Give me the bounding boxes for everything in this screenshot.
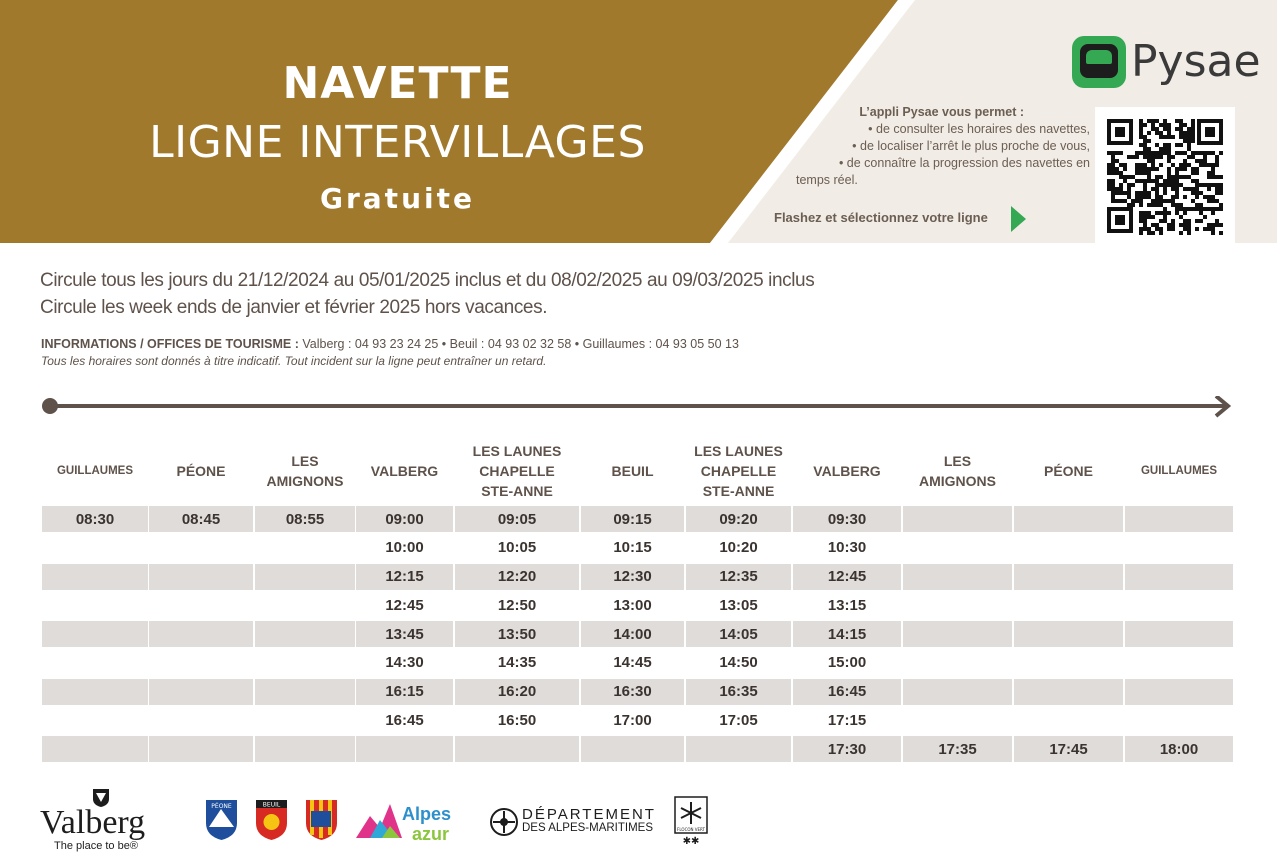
time-cell: 17:00 (613, 711, 652, 729)
time-cell (1125, 535, 1233, 561)
column-header-line: LES (943, 453, 972, 469)
time-cell (356, 736, 453, 762)
direction-arrow (42, 396, 1236, 418)
time-cell: 16:45 (385, 711, 424, 729)
time-cell (42, 736, 148, 762)
column-header-line: CHAPELLE (479, 463, 555, 479)
column-header-line: PÉONE (1043, 463, 1093, 479)
valberg-slogan: The place to be® (54, 840, 138, 852)
time-cell (1014, 679, 1123, 705)
free-label: Gratuite (320, 182, 475, 215)
column-header (903, 438, 1012, 504)
time-cell: 18:00 (1125, 736, 1233, 762)
time-cell: 13:00 (613, 596, 652, 614)
contacts-line (41, 337, 739, 351)
time-cell (1125, 564, 1233, 590)
time-cell (149, 621, 253, 647)
column-header-line: STE-ANNE (702, 483, 775, 499)
time-cell (149, 707, 253, 733)
time-cell: 09:15 (581, 506, 684, 532)
time-cell: 10:30 (827, 539, 867, 557)
valberg-name: Valberg (40, 804, 146, 841)
time-cell: 10:00 (385, 539, 424, 557)
time-cell (903, 535, 1012, 561)
title-block (0, 0, 795, 243)
time-cell: 08:45 (149, 506, 253, 532)
time-cell: 13:15 (827, 596, 867, 614)
time-cell (903, 679, 1012, 705)
time-cell (1125, 506, 1233, 532)
time-cell: 14:00 (581, 621, 684, 647)
time-cell (1125, 592, 1233, 618)
column-header-line: AMIGNONS (919, 473, 996, 489)
column-header (686, 438, 791, 504)
time-cell (255, 592, 355, 618)
time-cell: 14:05 (686, 621, 791, 647)
time-cell: 14:50 (719, 654, 758, 672)
column-header-line: LES LAUNES (694, 443, 783, 459)
time-cell (42, 679, 148, 705)
time-cell (1014, 564, 1123, 590)
time-cell (149, 564, 253, 590)
time-cell (1014, 650, 1123, 676)
disclaimer: Tous les horaires sont donnés à titre indicatif. Tout incident sur la ligne peut entraîner un retard. (41, 354, 547, 368)
column-header (1125, 438, 1233, 504)
app-feature-3-cont: temps réel. (796, 173, 858, 187)
time-cell (149, 535, 253, 561)
time-cell: 14:35 (497, 654, 537, 672)
time-cell (255, 650, 355, 676)
time-cell (1125, 707, 1233, 733)
column-header-line: GUILLAUMES (56, 465, 134, 477)
valberg-logo (40, 788, 165, 856)
contacts-numbers: Valberg : 04 93 23 24 25 • Beuil : 04 93 02 32 58 • Guillaumes : 04 93 05 50 13 (298, 337, 739, 351)
time-cell: 09:20 (686, 506, 791, 532)
time-cell: 17:35 (903, 736, 1012, 762)
time-cell: 12:50 (497, 596, 537, 614)
column-header-line: STE-ANNE (481, 483, 553, 499)
time-cell (255, 535, 355, 561)
column-header (455, 438, 579, 504)
time-cell: 09:00 (356, 506, 453, 532)
time-cell (581, 736, 684, 762)
app-intro: L’appli Pysae vous permet : (859, 105, 1024, 119)
time-cell: 16:50 (497, 711, 537, 729)
column-header-line: AMIGNONS (266, 473, 344, 489)
column-header (793, 438, 901, 504)
time-cell: 08:55 (255, 506, 355, 532)
column-header (255, 438, 355, 504)
time-cell: 16:35 (686, 679, 791, 705)
alpes-text: Alpes (402, 804, 452, 824)
departement-title: DÉPARTEMENT (522, 806, 656, 823)
time-cell (149, 736, 253, 762)
time-cell (255, 564, 355, 590)
time-cell (1125, 650, 1233, 676)
column-header-line: CHAPELLE (700, 463, 777, 479)
column-header (42, 438, 148, 504)
column-header (356, 438, 453, 504)
contacts-label: INFORMATIONS / OFFICES DE TOURISME : (41, 337, 299, 351)
time-cell (903, 506, 1012, 532)
time-cell: 17:45 (1014, 736, 1123, 762)
circulation-dates: Circule tous les jours du 21/12/2024 au 05/01/2025 inclus et du 08/02/2025 au 09/03/2025 inclus (40, 270, 815, 291)
column-header (149, 438, 253, 504)
peone-shield-icon (205, 799, 238, 841)
flocon-vert-logo (674, 796, 708, 846)
time-cell (42, 707, 148, 733)
flocon-label: FLOCON VERT (677, 827, 705, 832)
time-cell: 16:15 (356, 679, 453, 705)
play-arrow-icon (1011, 206, 1026, 232)
time-cell: 14:30 (385, 654, 424, 672)
time-cell (1014, 506, 1123, 532)
time-cell (903, 650, 1012, 676)
time-cell: 14:15 (793, 621, 901, 647)
column-header (1014, 438, 1123, 504)
time-cell (1125, 621, 1233, 647)
time-cell (903, 707, 1012, 733)
time-cell (1014, 621, 1123, 647)
time-cell (1014, 707, 1123, 733)
peone-label: PÉONE (211, 803, 232, 810)
time-cell (255, 736, 355, 762)
time-cell: 12:20 (455, 564, 579, 590)
app-feature-2: • de localiser l’arrêt le plus proche de vous, (852, 139, 1090, 153)
time-cell: 12:30 (581, 564, 684, 590)
time-cell: 10:20 (719, 539, 758, 557)
header-banner (0, 0, 1277, 243)
alpes-azur-logo (356, 798, 468, 846)
time-cell: 12:45 (793, 564, 901, 590)
column-header-line: VALBERG (813, 463, 881, 479)
line-name: LIGNE INTERVILLAGES (149, 117, 646, 168)
time-cell: 13:45 (356, 621, 453, 647)
beuil-label: BEUIL (262, 801, 281, 809)
time-cell: 09:05 (455, 506, 579, 532)
time-cell: 12:15 (356, 564, 453, 590)
column-header-line: BEUIL (611, 463, 654, 479)
time-cell: 16:30 (581, 679, 684, 705)
time-cell: 08:30 (42, 506, 148, 532)
time-cell: 17:05 (719, 711, 758, 729)
beuil-shield-icon (255, 799, 288, 841)
time-cell (42, 564, 148, 590)
column-header-line: PÉONE (176, 463, 226, 479)
time-cell (149, 679, 253, 705)
column-header-line: LES LAUNES (472, 443, 562, 459)
time-cell: 14:45 (613, 654, 652, 672)
app-feature-3: • de connaître la progression des navettes en (838, 156, 1090, 170)
circulation-weekends: Circule les week ends de janvier et février 2025 hors vacances. (40, 297, 548, 318)
time-cell: 16:20 (455, 679, 579, 705)
time-cell: 13:05 (719, 596, 758, 614)
time-cell (42, 535, 148, 561)
time-cell (1125, 679, 1233, 705)
time-cell: 16:45 (793, 679, 901, 705)
time-cell (1014, 592, 1123, 618)
time-cell (149, 592, 253, 618)
time-cell (42, 592, 148, 618)
column-header-line: GUILLAUMES (1140, 465, 1218, 477)
time-cell: 10:15 (613, 539, 652, 557)
time-cell (903, 621, 1012, 647)
time-cell (42, 621, 148, 647)
column-header-line: LES (291, 453, 319, 469)
departement-subtitle: DES ALPES-MARITIMES (522, 822, 654, 834)
column-header (581, 438, 684, 504)
time-cell: 13:50 (455, 621, 579, 647)
time-cell (255, 621, 355, 647)
qr-code-icon[interactable] (1095, 107, 1235, 243)
time-cell: 09:30 (793, 506, 901, 532)
departement-emblem-icon (490, 808, 518, 836)
time-cell: 17:15 (827, 711, 867, 729)
page-title: NAVETTE (282, 58, 513, 109)
svg-text:✱✱: ✱✱ (682, 836, 700, 846)
time-cell: 12:45 (385, 596, 424, 614)
app-info (790, 104, 1090, 189)
scan-cta: Flashez et sélectionnez votre ligne (774, 210, 988, 225)
pysae-app-icon (1072, 36, 1126, 88)
time-cell (42, 650, 148, 676)
column-header-line: VALBERG (370, 463, 439, 479)
time-cell (255, 679, 355, 705)
time-cell: 10:05 (497, 539, 537, 557)
time-cell (149, 650, 253, 676)
time-cell (686, 736, 791, 762)
time-cell (255, 707, 355, 733)
guillaumes-shield-icon (305, 799, 338, 841)
time-cell (455, 736, 579, 762)
time-cell (1014, 535, 1123, 561)
time-cell (903, 592, 1012, 618)
time-cell: 12:35 (686, 564, 791, 590)
app-feature-1: • de consulter les horaires des navettes, (868, 122, 1090, 136)
time-cell: 17:30 (793, 736, 901, 762)
time-cell: 15:00 (827, 654, 867, 672)
time-cell (903, 564, 1012, 590)
pysae-name: Pysae (1131, 36, 1261, 87)
azur-text: azur (412, 824, 450, 844)
